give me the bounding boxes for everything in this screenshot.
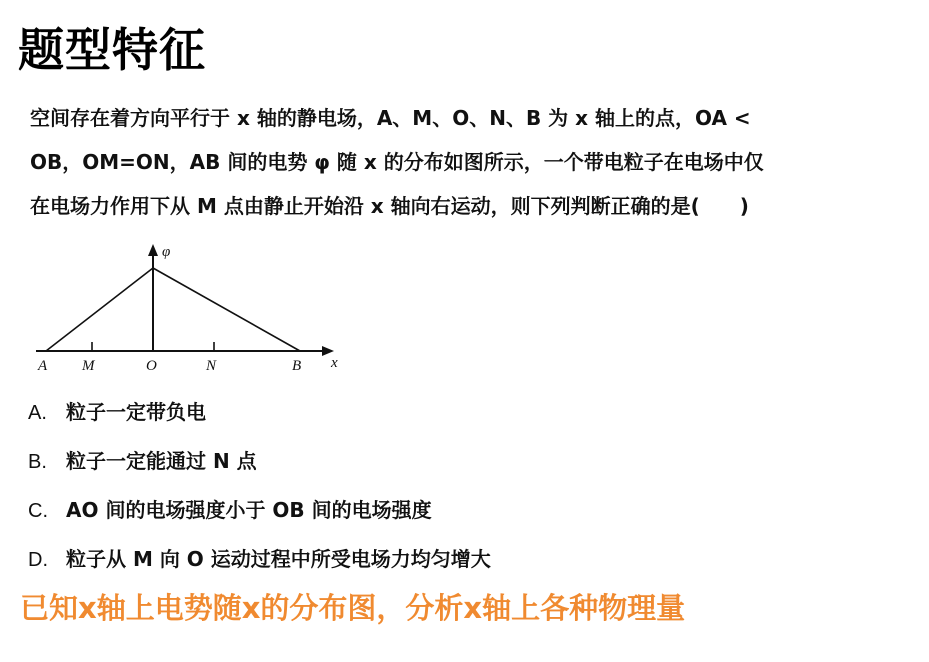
option-d-text: 粒子从 M 向 O 运动过程中所受电场力均匀增大 [66,547,491,571]
footer-note: 已知x轴上电势随x的分布图，分析x轴上各种物理量 [20,591,686,625]
answer-options [28,388,491,584]
option-a [28,388,491,437]
option-d-letter: D. [28,549,48,571]
point-label-n: N [206,358,217,374]
option-b [28,437,491,486]
option-d [28,535,491,584]
option-c-letter: C. [28,500,48,522]
point-label-m: M [82,358,95,374]
option-c-text: AO 间的电场强度小于 OB 间的电场强度 [66,498,432,522]
option-a-text: 粒子一定带负电 [66,400,206,424]
option-b-letter: B. [28,451,47,473]
phi-axis-label: φ [162,244,171,260]
question-line-3: 在电场力作用下从 M 点由静止开始沿 x 轴向右运动，则下列判断正确的是( ) [30,194,749,218]
option-c [28,486,491,535]
potential-graph [28,238,358,378]
question-line-2: OB，OM=ON，AB 间的电势 φ 随 x 的分布如图所示，一个带电粒子在电场中仅 [30,150,764,174]
potential-line-left [46,268,153,351]
slide-title: 题型特征 [18,23,206,77]
potential-line-right [153,268,300,351]
question-stem [30,96,910,228]
point-label-b: B [292,358,302,374]
question-line-1: 空间存在着方向平行于 x 轴的静电场，A、M、O、N、B 为 x 轴上的点，OA < [30,106,751,130]
point-label-o: O [146,358,157,374]
potential-graph-svg [28,238,358,378]
phi-axis-arrow [148,244,158,256]
option-a-letter: A. [28,402,47,424]
option-b-text: 粒子一定能通过 N 点 [66,449,257,473]
point-label-a: A [38,358,48,374]
x-axis-label: x [331,355,338,371]
